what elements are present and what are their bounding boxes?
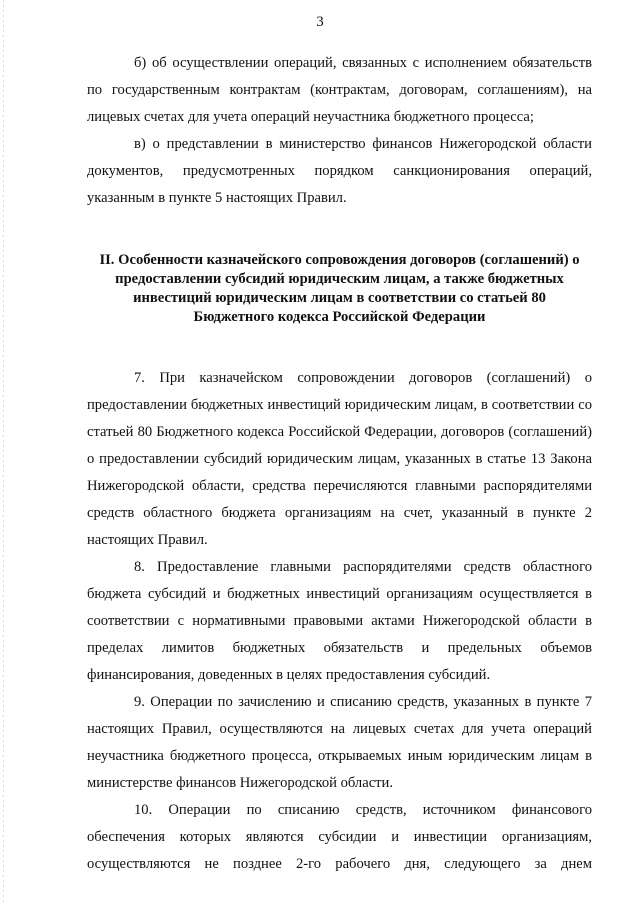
section-heading xyxy=(87,251,592,327)
paragraph-7: 7. При казначейском сопровождении договоров (соглашений) о предоставлении бюджетных инвестиций юридическим лицам, в соответствии со статьей 80 Бюджетного кодекса Российской Федерации, договоров (соглашений) о предоставлении субсидий юридическим лицам, указанных в статье 13 Закона Нижегородской области, средства перечисляются главными распорядителями средств областного бюджета организациям на счет, указанный в пункте 2 настоящих Правил. xyxy=(87,370,592,548)
scan-edge xyxy=(3,0,4,905)
paragraph-8: 8. Предоставление главными распорядителями средств областного бюджета субсидий и бюджетных инвестиций организациям осуществляется в соответствии с нормативными правовыми актами Нижегородской области в пределах лимитов бюджетных обязательств и предельных объемов финансирования, доведенных в целях предоставления субсидий. xyxy=(87,559,592,683)
section-heading-line: II. Особенности казначейского сопровождения договоров (соглашений) о xyxy=(99,252,580,268)
paragraph-10: 10. Операции по списанию средств, источником финансового обеспечения которых являются субсидии и инвестиции организациям, осуществляются не позднее 2-го рабочего дня, следующего за днем xyxy=(87,802,592,872)
paragraph-v: в) о представлении в министерство финансов Нижегородской области документов, предусмотренных порядком санкционирования операций, указанным в пункте 5 настоящих Правил. xyxy=(87,136,592,206)
paragraph-9: 9. Операции по зачислению и списанию средств, указанных в пункте 7 настоящих Правил, осуществляются на лицевых счетах для учета операций неучастника бюджетного процесса, открываемых иным юридическим лицам в министерстве финансов Нижегородской области. xyxy=(87,694,592,791)
paragraph-b: б) об осуществлении операций, связанных с исполнением обязательств по государственным контрактам (контрактам, договорам, соглашениям), на лицевых счетах для учета операций неучастника бюджетного процесса; xyxy=(87,55,592,125)
section-heading-line: Бюджетного кодекса Российской Федерации xyxy=(193,309,486,325)
section-heading-line: инвестиций юридическим лицам в соответствии со статьей 80 xyxy=(133,290,546,306)
page-number: 3 xyxy=(316,14,324,30)
document-body xyxy=(87,50,592,878)
section-heading-line: предоставлении субсидий юридическим лицам, а также бюджетных xyxy=(115,271,564,287)
